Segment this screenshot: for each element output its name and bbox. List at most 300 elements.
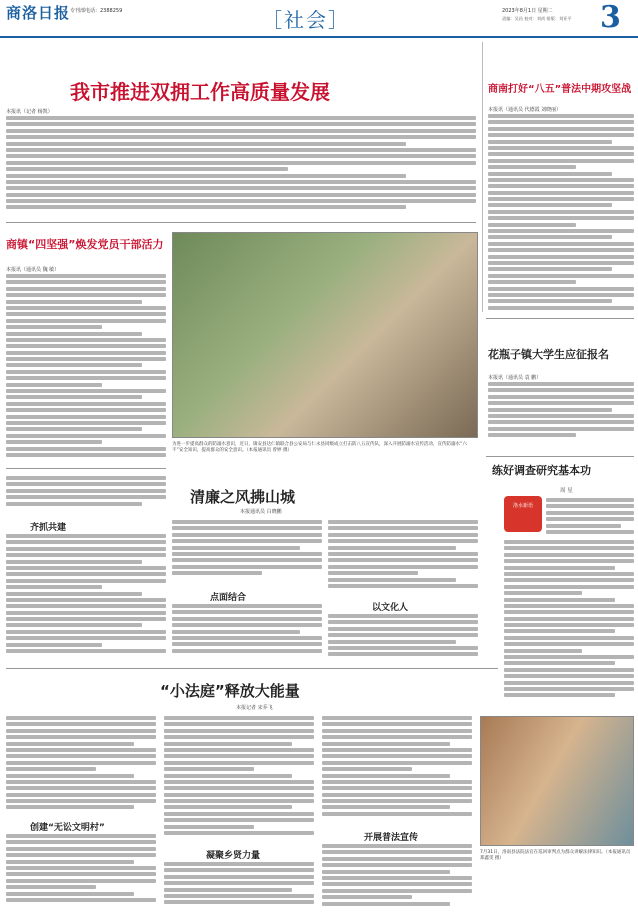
text-line xyxy=(6,370,166,374)
text-line xyxy=(328,578,456,582)
text-line xyxy=(6,408,166,412)
text-line xyxy=(6,482,166,486)
text-line xyxy=(328,620,478,624)
text-line xyxy=(6,866,156,870)
text-line xyxy=(504,674,634,678)
text-line xyxy=(172,552,322,556)
text-line xyxy=(6,325,102,329)
text-line xyxy=(488,382,634,386)
text-line xyxy=(328,614,478,618)
text-line xyxy=(6,421,166,425)
text-line xyxy=(6,274,166,278)
text-line xyxy=(6,332,142,336)
text-line xyxy=(488,235,612,239)
text-line xyxy=(504,642,634,646)
text-line xyxy=(488,191,634,195)
text-line xyxy=(6,142,406,146)
text-line xyxy=(488,420,634,424)
text-line xyxy=(6,453,166,457)
text-line xyxy=(6,287,166,291)
practice-headline: 练好调查研究基本功 xyxy=(492,464,591,477)
court-body-b xyxy=(6,834,156,908)
court-byline: 本报记者 宋乔飞 xyxy=(236,705,273,711)
text-line xyxy=(504,566,615,570)
text-line xyxy=(6,205,406,209)
text-line xyxy=(488,223,576,227)
text-line xyxy=(164,735,314,739)
text-line xyxy=(488,165,576,169)
text-line xyxy=(164,812,314,816)
text-line xyxy=(6,805,134,809)
photo-caption xyxy=(172,442,478,454)
sub-heading-2: 点面结合 xyxy=(210,593,247,603)
text-line xyxy=(504,540,634,544)
text-line xyxy=(6,122,476,126)
text-line xyxy=(6,885,96,889)
text-line xyxy=(322,805,450,809)
text-line xyxy=(164,818,314,822)
text-line xyxy=(322,780,472,784)
text-line xyxy=(172,649,322,653)
text-line xyxy=(328,633,478,637)
text-line xyxy=(488,287,634,291)
text-line xyxy=(6,872,156,876)
text-line xyxy=(6,376,166,380)
text-line xyxy=(488,401,634,405)
text-line xyxy=(6,148,476,152)
text-line xyxy=(6,395,142,399)
text-line xyxy=(6,389,166,393)
masthead xyxy=(0,0,638,38)
text-line xyxy=(164,881,314,885)
text-line xyxy=(6,199,476,203)
text-line xyxy=(504,585,634,589)
text-line xyxy=(322,793,472,797)
qinglian-body-c xyxy=(328,520,478,592)
text-line xyxy=(328,565,478,569)
text-line xyxy=(164,894,314,898)
practice-body-2 xyxy=(504,540,634,700)
text-line xyxy=(328,539,478,543)
text-line xyxy=(488,146,634,150)
text-line xyxy=(6,623,142,627)
text-line xyxy=(6,879,156,883)
divider xyxy=(6,222,476,223)
court-body-e xyxy=(322,716,472,824)
text-line xyxy=(172,546,300,550)
text-line xyxy=(504,668,634,672)
right-mid-body xyxy=(488,382,634,444)
text-line xyxy=(164,722,314,726)
text-line xyxy=(322,729,472,733)
text-line xyxy=(546,498,634,502)
divider xyxy=(6,668,498,669)
text-line xyxy=(6,293,166,297)
text-line xyxy=(164,786,314,790)
column-badge: 洛水新语 xyxy=(504,496,542,532)
text-line xyxy=(6,447,166,451)
text-line xyxy=(322,889,472,893)
photo-credit: （本报通讯员 曾婷 摄） xyxy=(246,448,292,453)
text-line xyxy=(6,847,156,851)
text-line xyxy=(6,415,166,419)
text-line xyxy=(6,604,166,608)
text-line xyxy=(6,174,406,178)
text-line xyxy=(6,853,156,857)
text-line xyxy=(328,627,478,631)
text-line xyxy=(504,610,634,614)
text-line xyxy=(6,427,142,431)
text-line xyxy=(6,186,476,190)
text-line xyxy=(328,640,456,644)
text-line xyxy=(488,140,612,144)
text-line xyxy=(172,604,322,608)
text-line xyxy=(546,504,634,508)
court-body-c xyxy=(164,716,314,842)
text-line xyxy=(164,774,292,778)
text-line xyxy=(488,229,634,233)
text-line xyxy=(6,547,166,551)
text-line xyxy=(6,767,96,771)
text-line xyxy=(6,434,166,438)
text-line xyxy=(172,636,322,640)
text-line xyxy=(164,888,292,892)
text-line xyxy=(164,900,314,904)
text-line xyxy=(504,604,634,608)
text-line xyxy=(6,280,166,284)
text-line xyxy=(164,780,314,784)
text-line xyxy=(322,761,472,765)
left-lower-body xyxy=(6,476,166,512)
qinglian-body-b xyxy=(172,604,322,660)
qinglian-headline: 清廉之风拂山城 xyxy=(190,488,296,506)
text-line xyxy=(6,774,134,778)
text-line xyxy=(504,598,615,602)
text-line xyxy=(488,248,634,252)
text-line xyxy=(6,834,156,838)
court-sub-2: 凝聚乡贤力量 xyxy=(206,851,261,861)
text-line xyxy=(6,742,134,746)
column-divider xyxy=(482,42,483,312)
text-line xyxy=(488,127,634,131)
text-line xyxy=(164,761,314,765)
text-line xyxy=(328,584,478,588)
text-line xyxy=(322,754,472,758)
text-line xyxy=(504,687,634,691)
text-line xyxy=(6,161,476,165)
newspaper-logo: 商洛日报 xyxy=(6,4,71,22)
text-line xyxy=(328,652,478,656)
text-line xyxy=(504,655,634,659)
text-line xyxy=(6,553,166,557)
text-line xyxy=(6,585,102,589)
text-line xyxy=(6,357,166,361)
text-line xyxy=(6,799,156,803)
text-line xyxy=(322,722,472,726)
text-line xyxy=(6,489,166,493)
text-line xyxy=(6,617,166,621)
text-line xyxy=(504,591,582,595)
section-title: ［社会］ xyxy=(262,8,350,32)
text-line xyxy=(322,716,472,720)
text-line xyxy=(164,805,292,809)
main-body xyxy=(6,116,476,216)
text-line xyxy=(6,502,142,506)
text-line xyxy=(6,351,166,355)
text-line xyxy=(164,831,314,835)
text-line xyxy=(322,799,472,803)
text-line xyxy=(6,495,166,499)
text-line xyxy=(172,520,322,524)
text-line xyxy=(488,152,634,156)
text-line xyxy=(6,761,156,765)
text-line xyxy=(488,203,612,207)
qinglian-byline: 本报通讯员 白晓鹏 xyxy=(240,509,282,515)
text-line xyxy=(6,193,476,197)
text-line xyxy=(172,565,322,569)
text-line xyxy=(6,306,166,310)
text-line xyxy=(488,267,612,271)
left-mid-headline: 商镇“四坚强”焕发党员干部活力 xyxy=(6,238,164,251)
text-line xyxy=(322,812,472,816)
text-line xyxy=(488,210,634,214)
text-line xyxy=(504,578,634,582)
text-line xyxy=(488,293,634,297)
text-line xyxy=(488,280,576,284)
text-line xyxy=(322,882,472,886)
text-line xyxy=(6,735,156,739)
court-caption-text: 7月31日，洛南县法院法官在巡回审判点为群众讲解法律知识。 xyxy=(480,850,606,855)
text-line xyxy=(6,649,166,653)
text-line xyxy=(164,793,314,797)
text-line xyxy=(6,129,476,133)
text-line xyxy=(504,617,634,621)
court-sub-3: 开展普法宣传 xyxy=(364,833,419,843)
main-byline: 本报讯（记者 杨凯） xyxy=(6,109,53,115)
text-line xyxy=(172,526,322,530)
text-line xyxy=(504,636,634,640)
text-line xyxy=(488,216,634,220)
text-line xyxy=(504,629,615,633)
text-line xyxy=(322,767,412,771)
text-line xyxy=(488,197,634,201)
text-line xyxy=(488,395,634,399)
text-line xyxy=(546,517,634,521)
text-line xyxy=(6,167,288,171)
text-line xyxy=(172,642,322,646)
left-mid-body xyxy=(6,274,166,464)
text-line xyxy=(6,636,166,640)
text-line xyxy=(546,524,621,528)
text-line xyxy=(6,892,134,896)
text-line xyxy=(172,630,300,634)
right-top-headline: 商南打好“八五”普法中期攻坚战 xyxy=(488,84,632,95)
text-line xyxy=(6,722,156,726)
text-line xyxy=(6,780,156,784)
text-line xyxy=(504,693,615,697)
text-line xyxy=(322,863,472,867)
text-line xyxy=(6,135,476,139)
text-line xyxy=(6,566,166,570)
text-line xyxy=(6,840,156,844)
text-line xyxy=(546,530,634,534)
text-line xyxy=(488,255,634,259)
divider xyxy=(6,468,166,469)
text-line xyxy=(488,388,634,392)
text-line xyxy=(6,793,156,797)
text-line xyxy=(6,572,166,576)
text-line xyxy=(322,902,450,906)
news-photo-crowd xyxy=(172,232,478,438)
right-mid-headline: 花瓶子镇大学生应征报名 xyxy=(488,348,609,361)
date-line: 2023年8月1日 星期二 xyxy=(502,8,553,14)
text-line xyxy=(322,844,472,848)
text-line xyxy=(546,511,634,515)
text-line xyxy=(488,120,634,124)
text-line xyxy=(164,754,314,758)
text-line xyxy=(6,154,476,158)
text-line xyxy=(6,898,156,902)
text-line xyxy=(488,408,612,412)
text-line xyxy=(322,870,450,874)
text-line xyxy=(504,681,634,685)
text-line xyxy=(6,860,134,864)
text-line xyxy=(6,312,166,316)
sub-heading-1: 齐抓共建 xyxy=(30,523,67,533)
text-line xyxy=(6,592,142,596)
text-line xyxy=(6,598,166,602)
text-line xyxy=(164,868,314,872)
text-line xyxy=(488,114,634,118)
text-line xyxy=(488,172,612,176)
text-line xyxy=(322,857,472,861)
text-line xyxy=(164,742,292,746)
divider xyxy=(486,318,634,319)
text-line xyxy=(488,133,634,137)
photo-caption-text: 为进一步提高群众的防溺水意识，近日，镇安县达仁镇联合县公安局与仁永县同级成立打击防八五宣传队，深入开展防溺水宣传活动，宣传防溺水“六不”安全知识，提高群众的安全意识。 xyxy=(172,442,467,453)
text-line xyxy=(6,344,166,348)
court-body-f xyxy=(322,844,472,908)
text-line xyxy=(6,116,476,120)
text-line xyxy=(328,520,478,524)
text-line xyxy=(322,748,472,752)
text-line xyxy=(6,180,476,184)
text-line xyxy=(164,748,314,752)
text-line xyxy=(6,476,166,480)
text-line xyxy=(328,552,478,556)
text-line xyxy=(322,742,450,746)
text-line xyxy=(6,383,102,387)
text-line xyxy=(6,754,156,758)
text-line xyxy=(322,895,412,899)
text-line xyxy=(322,876,472,880)
text-line xyxy=(164,875,314,879)
text-line xyxy=(6,716,156,720)
text-line xyxy=(6,748,156,752)
text-line xyxy=(6,338,166,342)
text-line xyxy=(172,617,322,621)
right-top-byline: 本报讯（通讯员 代德霞 刘晓丽） xyxy=(488,107,562,113)
text-line xyxy=(6,611,166,615)
court-credit: （本报通讯员 郑鑫雯 摄） xyxy=(480,850,631,861)
text-line xyxy=(6,786,156,790)
text-line xyxy=(6,579,166,583)
text-line xyxy=(6,643,102,647)
text-line xyxy=(172,610,322,614)
text-line xyxy=(488,427,634,431)
text-line xyxy=(328,533,478,537)
text-line xyxy=(504,546,634,550)
right-mid-byline: 本报讯（通讯员 袁 鹏） xyxy=(488,375,542,381)
editors-line: 责编：吴昌 校对：刘尚 排版：刘亚平 xyxy=(502,16,572,21)
qinglian-body-d xyxy=(328,614,478,660)
court-body-a xyxy=(6,716,156,816)
text-line xyxy=(6,540,166,544)
text-line xyxy=(504,559,634,563)
text-line xyxy=(172,558,322,562)
text-line xyxy=(488,433,576,437)
text-line xyxy=(322,735,472,739)
hotline: 专刊部电话：2388259 xyxy=(70,8,123,14)
text-line xyxy=(488,299,612,303)
text-line xyxy=(6,630,166,634)
court-caption xyxy=(480,850,634,862)
court-headline: “小法庭”释放大能量 xyxy=(160,682,300,700)
text-line xyxy=(504,623,634,627)
practice-body xyxy=(546,498,634,538)
practice-author: 周 星 xyxy=(560,488,573,494)
text-line xyxy=(164,862,314,866)
divider xyxy=(486,456,634,457)
text-line xyxy=(488,274,634,278)
sub-heading-3: 以文化人 xyxy=(372,603,409,613)
text-line xyxy=(504,553,634,557)
text-line xyxy=(488,178,634,182)
text-line xyxy=(488,184,634,188)
text-line xyxy=(164,825,254,829)
text-line xyxy=(328,646,478,650)
text-line xyxy=(322,850,472,854)
main-headline: 我市推进双拥工作高质量发展 xyxy=(70,80,330,104)
text-line xyxy=(6,319,166,323)
text-line xyxy=(488,306,634,310)
text-line xyxy=(164,767,254,771)
text-line xyxy=(328,571,418,575)
text-line xyxy=(6,300,142,304)
text-line xyxy=(328,546,456,550)
text-line xyxy=(504,649,582,653)
text-line xyxy=(504,661,615,665)
text-line xyxy=(6,363,142,367)
text-line xyxy=(322,774,450,778)
left-mid-byline: 本报讯（通讯员 魏 敏） xyxy=(6,267,60,273)
text-line xyxy=(328,526,478,530)
page-number: 3 xyxy=(600,0,621,35)
text-line xyxy=(6,402,166,406)
text-line xyxy=(488,414,634,418)
text-line xyxy=(322,786,472,790)
right-top-body xyxy=(488,114,634,314)
court-sub-1: 创建“无讼文明村” xyxy=(30,823,105,833)
text-line xyxy=(164,716,314,720)
court-body-d xyxy=(164,862,314,908)
text-line xyxy=(164,799,314,803)
left-lower-body-2 xyxy=(6,534,166,660)
text-line xyxy=(172,533,322,537)
text-line xyxy=(6,729,156,733)
text-line xyxy=(172,623,322,627)
text-line xyxy=(6,560,142,564)
